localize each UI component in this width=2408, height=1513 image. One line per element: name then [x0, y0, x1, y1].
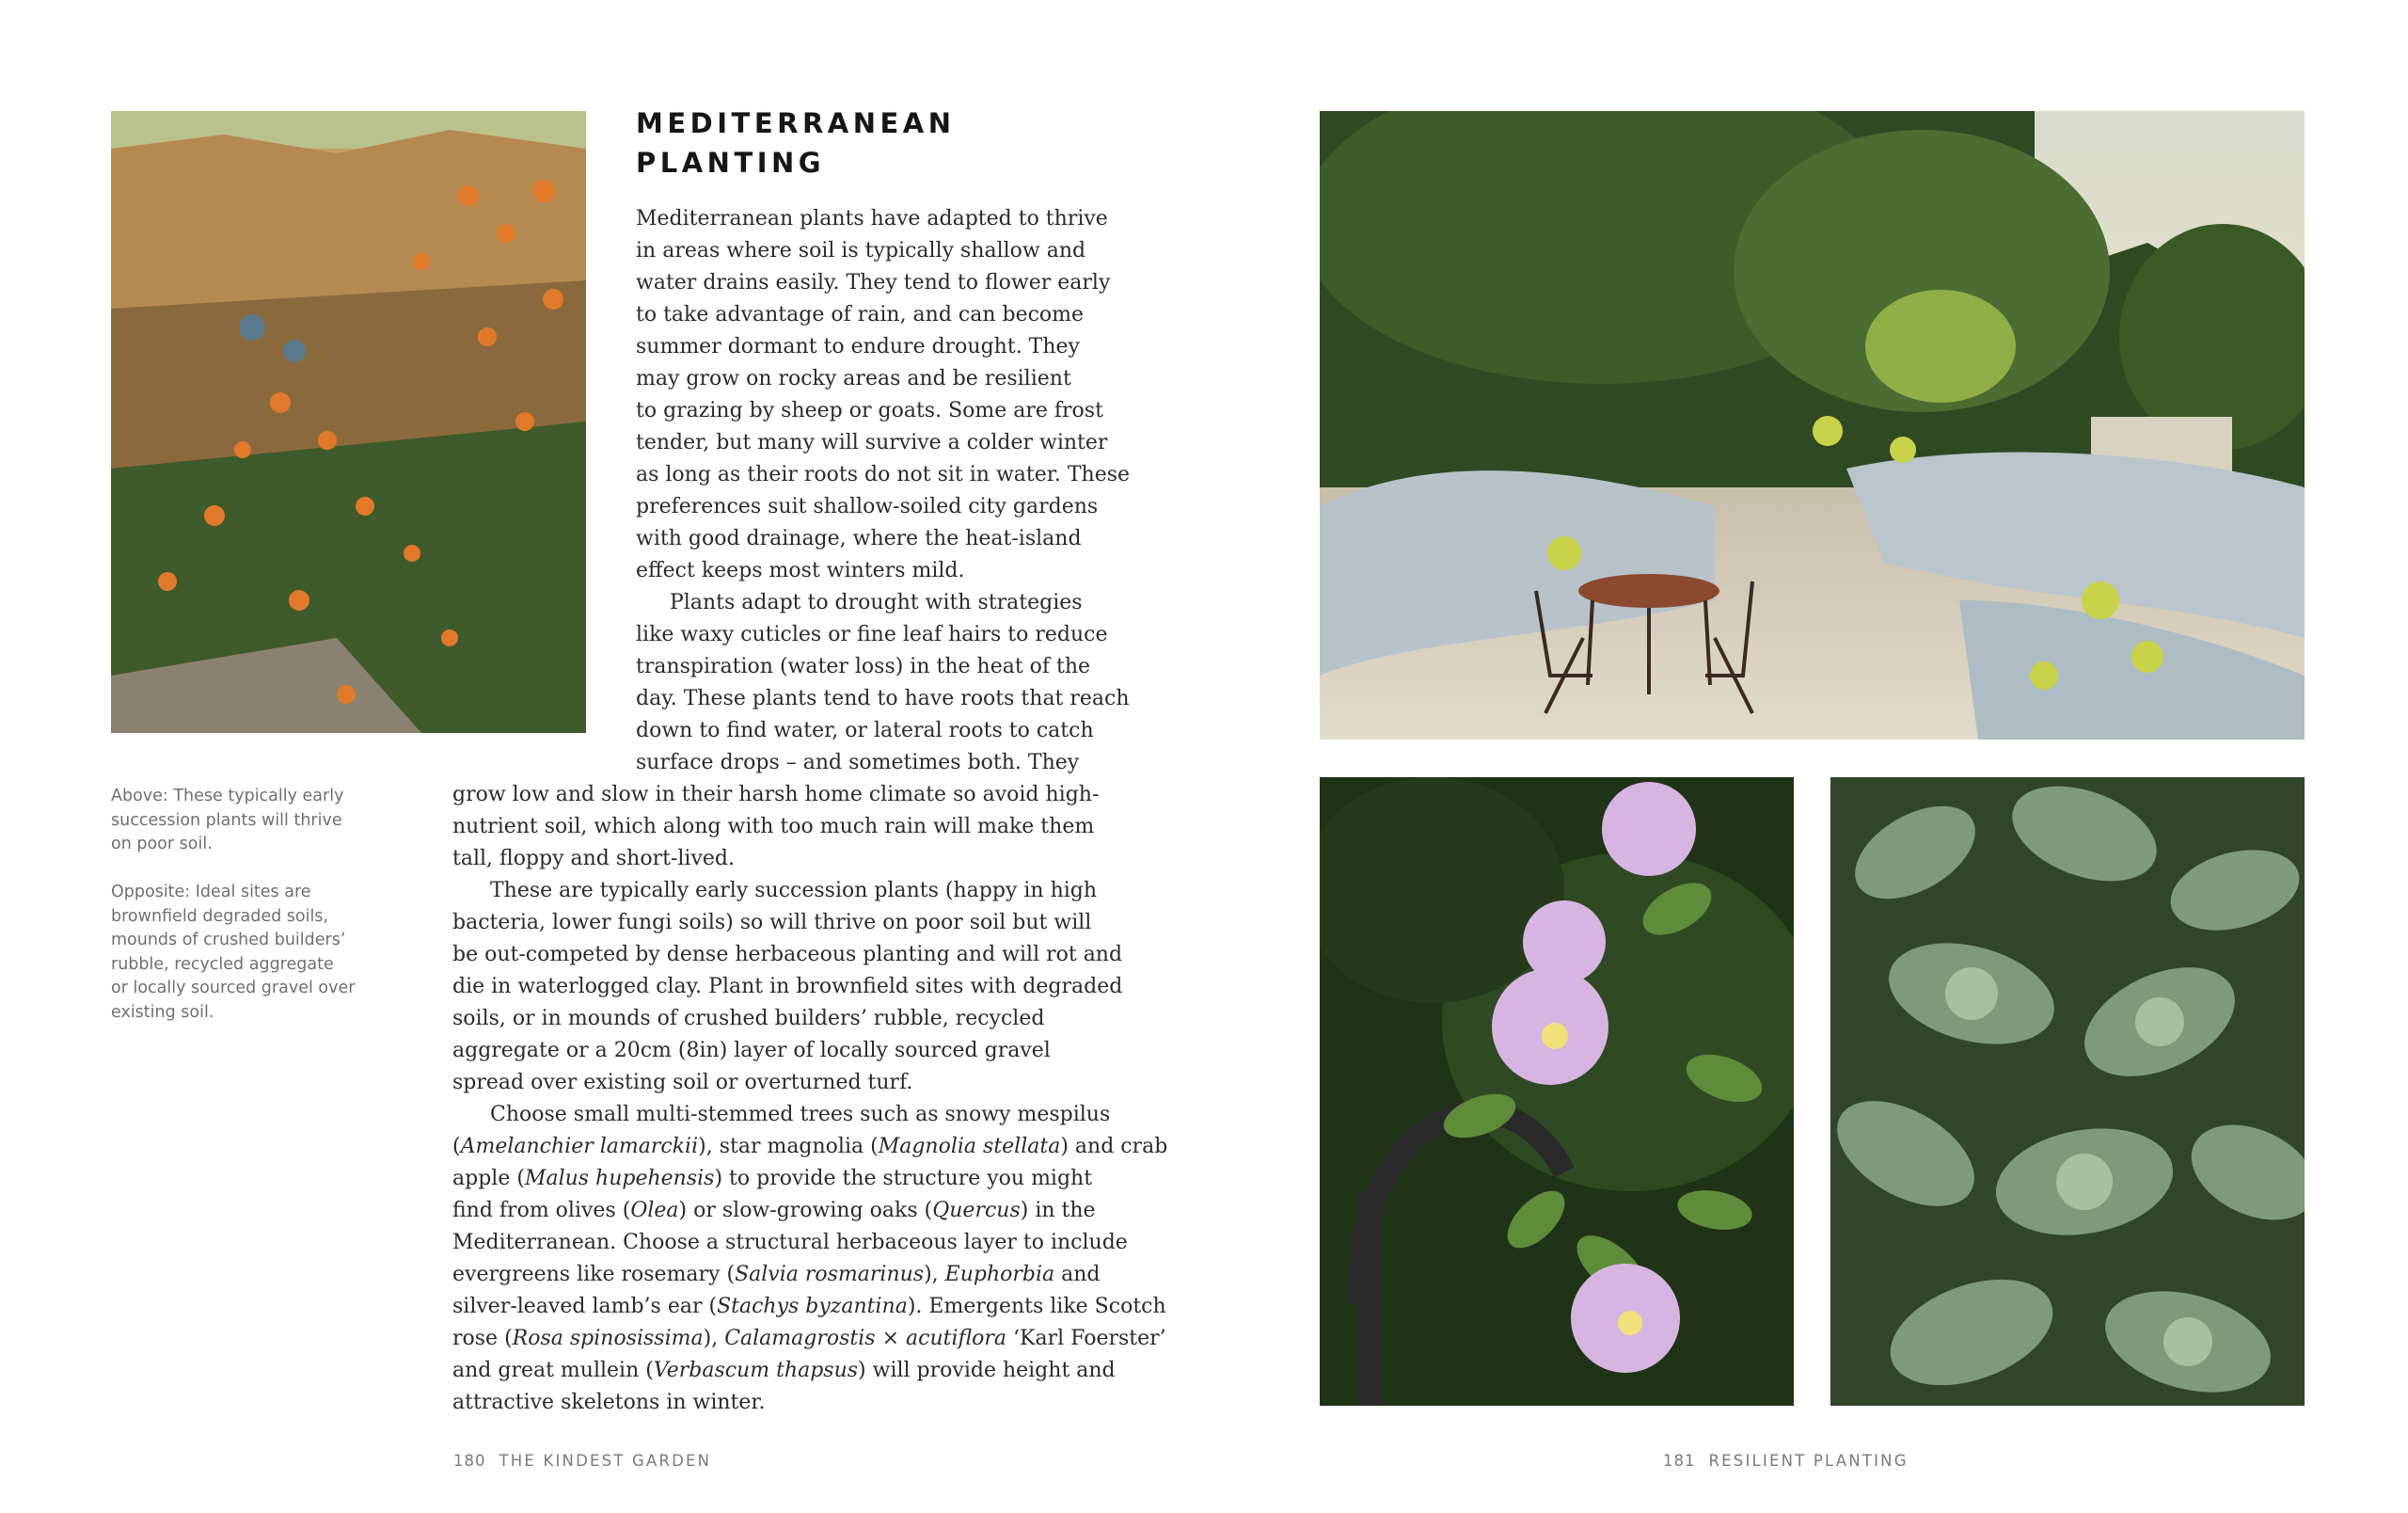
body-line: [452, 1195, 1096, 1227]
text-run: nutrient soil, which along with too much rain will make them: [452, 815, 1095, 838]
text-run: Mediterranean. Choose a structural herbaceous layer to include: [452, 1231, 1128, 1254]
caption-opposite: [111, 881, 355, 1025]
text-run: ),: [703, 1327, 725, 1350]
text-run: with good drainage, where the heat-island: [636, 527, 1082, 550]
article-heading: [636, 104, 956, 183]
body-line: [490, 875, 1097, 907]
body-line: [452, 1131, 1167, 1163]
botanical-name: Euphorbia: [944, 1263, 1055, 1286]
folio-left: [453, 1452, 711, 1470]
body-line: [636, 267, 1110, 299]
body-line: [636, 747, 1079, 779]
heading-line: PLANTING: [636, 147, 826, 179]
body-line: [636, 363, 1071, 395]
text-run: evergreens like rosemary (: [452, 1263, 736, 1286]
text-run: as long as their roots do not sit in water. These: [636, 463, 1131, 486]
text-run: Mediterranean plants have adapted to thrive: [636, 207, 1108, 231]
body-line: [636, 619, 1107, 651]
botanical-name: Calamagrostis: [724, 1327, 876, 1350]
heading-line: MEDITERRANEAN: [636, 107, 956, 139]
text-run: tall, floppy and short-lived.: [452, 847, 735, 870]
caption-line: on poor soil.: [111, 835, 213, 853]
text-run: be out-competed by dense herbaceous planting and will rot and: [452, 943, 1123, 966]
body-line: [452, 1259, 1101, 1291]
text-run: Choose small multi-stemmed trees such as snowy mespilus: [490, 1103, 1111, 1126]
body-line: [452, 1355, 1116, 1387]
text-run: aggregate or a 20cm (8in) layer of locally sourced gravel: [452, 1039, 1051, 1062]
body-line: [636, 651, 1090, 683]
botanical-name: Olea: [630, 1199, 679, 1222]
body-line: [670, 587, 1083, 619]
text-run: grow low and slow in their harsh home climate so avoid high-: [452, 783, 1100, 806]
text-run: ) and crab: [1060, 1135, 1168, 1158]
text-run: surface drops – and sometimes both. They: [636, 751, 1080, 774]
body-line: [636, 523, 1082, 555]
text-run: down to find water, or lateral roots to catch: [636, 719, 1094, 742]
text-run: may grow on rocky areas and be resilient: [636, 367, 1071, 390]
body-line: [636, 395, 1103, 427]
body-line: [452, 1003, 1044, 1035]
text-run: soils, or in mounds of crushed builders’ rubble, recycled: [452, 1007, 1045, 1030]
running-head: THE KINDEST GARDEN: [499, 1452, 712, 1470]
caption-line: mounds of crushed builders’: [111, 931, 346, 949]
botanical-name: Stachys byzantina: [717, 1295, 908, 1318]
text-run: and great mullein (: [452, 1359, 654, 1382]
text-run: These are typically early succession plants (happy in high: [490, 879, 1098, 902]
text-run: and: [1054, 1263, 1101, 1286]
text-run: preferences suit shallow-soiled city gardens: [636, 495, 1099, 518]
body-line: [490, 1099, 1110, 1131]
page-number: 180: [453, 1452, 486, 1470]
body-line: [452, 971, 1122, 1003]
text-run: Plants adapt to drought with strategies: [670, 591, 1083, 614]
text-run: die in waterlogged clay. Plant in brownfield sites with degraded: [452, 975, 1123, 998]
caption-above: [111, 785, 343, 857]
body-line: [636, 299, 1084, 331]
text-run: summer dormant to endure drought. They: [636, 335, 1080, 358]
text-run: in areas where soil is typically shallow and: [636, 239, 1086, 263]
text-run: ),: [924, 1263, 945, 1286]
page-number: 181: [1663, 1452, 1696, 1470]
body-line: [636, 459, 1130, 491]
text-run: ), star magnolia (: [698, 1135, 879, 1158]
botanical-name: Rosa spinosissima: [512, 1327, 704, 1350]
body-line: [452, 1035, 1051, 1067]
text-run: ) will provide height and: [858, 1359, 1116, 1382]
body-line: [636, 203, 1108, 235]
caption-line: existing soil.: [111, 1002, 214, 1022]
caption-line: rubble, recycled aggregate: [111, 954, 334, 974]
body-line: [636, 427, 1107, 459]
botanical-name: Malus hupehensis: [524, 1167, 715, 1190]
botanical-name: Amelanchier lamarckii: [460, 1135, 699, 1158]
body-line: [452, 1067, 912, 1099]
body-line: [636, 491, 1098, 523]
text-run: rose (: [452, 1327, 513, 1350]
text-run: to grazing by sheep or goats. Some are frost: [636, 399, 1103, 422]
body-line: [452, 1291, 1166, 1323]
folio-right: [1663, 1452, 1909, 1470]
text-run: like waxy cuticles or fine leaf hairs to reduce: [636, 623, 1108, 646]
caption-line: Above: These typically early: [111, 787, 344, 805]
body-line: [452, 1163, 1092, 1195]
text-run: day. These plants tend to have roots that reach: [636, 687, 1130, 710]
botanical-name: Salvia rosmarinus: [735, 1263, 925, 1286]
body-line: [636, 555, 965, 587]
body-line: [452, 843, 735, 875]
text-run: spread over existing soil or overturned turf.: [452, 1071, 913, 1094]
running-head: RESILIENT PLANTING: [1708, 1452, 1909, 1470]
text-run: bacteria, lower fungi soils) so will thrive on poor soil but will: [452, 911, 1092, 934]
body-line: [452, 907, 1091, 939]
text-run: ) in the: [1020, 1199, 1096, 1222]
text-run: attractive skeletons in winter.: [452, 1391, 766, 1414]
text-run: ) or slow-growing oaks (: [678, 1199, 933, 1222]
body-line: [636, 683, 1130, 715]
text-run: ‘Karl Foerster’: [1006, 1327, 1166, 1350]
caption-line: or locally sourced gravel over: [111, 979, 356, 997]
body-line: [452, 811, 1094, 843]
body-line: [452, 1387, 766, 1419]
body-line: [452, 939, 1122, 971]
text-run: transpiration (water loss) in the heat of the: [636, 655, 1091, 678]
text-run: water drains easily. They tend to flower early: [636, 271, 1111, 295]
text-run: find from olives (: [452, 1199, 631, 1222]
botanical-name: Verbascum thapsus: [653, 1359, 859, 1382]
body-line: [636, 331, 1080, 363]
botanical-name: Magnolia stellata: [878, 1135, 1061, 1158]
caption-line: brownfield degraded soils,: [111, 906, 329, 926]
caption-line: Opposite: Ideal sites are: [111, 883, 311, 901]
body-line: [636, 715, 1094, 747]
caption-line: succession plants will thrive: [111, 810, 342, 830]
botanical-name: Quercus: [932, 1199, 1021, 1222]
text-run: (: [452, 1135, 461, 1158]
text-run: ×: [875, 1327, 906, 1350]
body-line: [636, 235, 1085, 267]
body-line: [452, 1323, 1166, 1355]
body-line: [452, 1227, 1128, 1259]
text-run: effect keeps most winters mild.: [636, 559, 965, 582]
text-run: to take advantage of rain, and can become: [636, 303, 1085, 326]
text-run: tender, but many will survive a colder winter: [636, 431, 1108, 454]
body-line: [452, 779, 1099, 811]
photo-gravel-garden-seating: [1320, 111, 2305, 740]
text-run: ). Emergents like Scotch: [907, 1295, 1166, 1318]
photo-euphorbia-foliage: [1830, 777, 2305, 1406]
photo-stone-wall-orange-flowers: [111, 111, 586, 733]
botanical-name: acutiflora: [906, 1327, 1007, 1350]
text-run: silver-leaved lamb’s ear (: [452, 1295, 718, 1318]
text-run: apple (: [452, 1167, 525, 1190]
photo-pink-rose: [1320, 777, 1794, 1406]
text-run: ) to provide the structure you might: [714, 1167, 1093, 1190]
